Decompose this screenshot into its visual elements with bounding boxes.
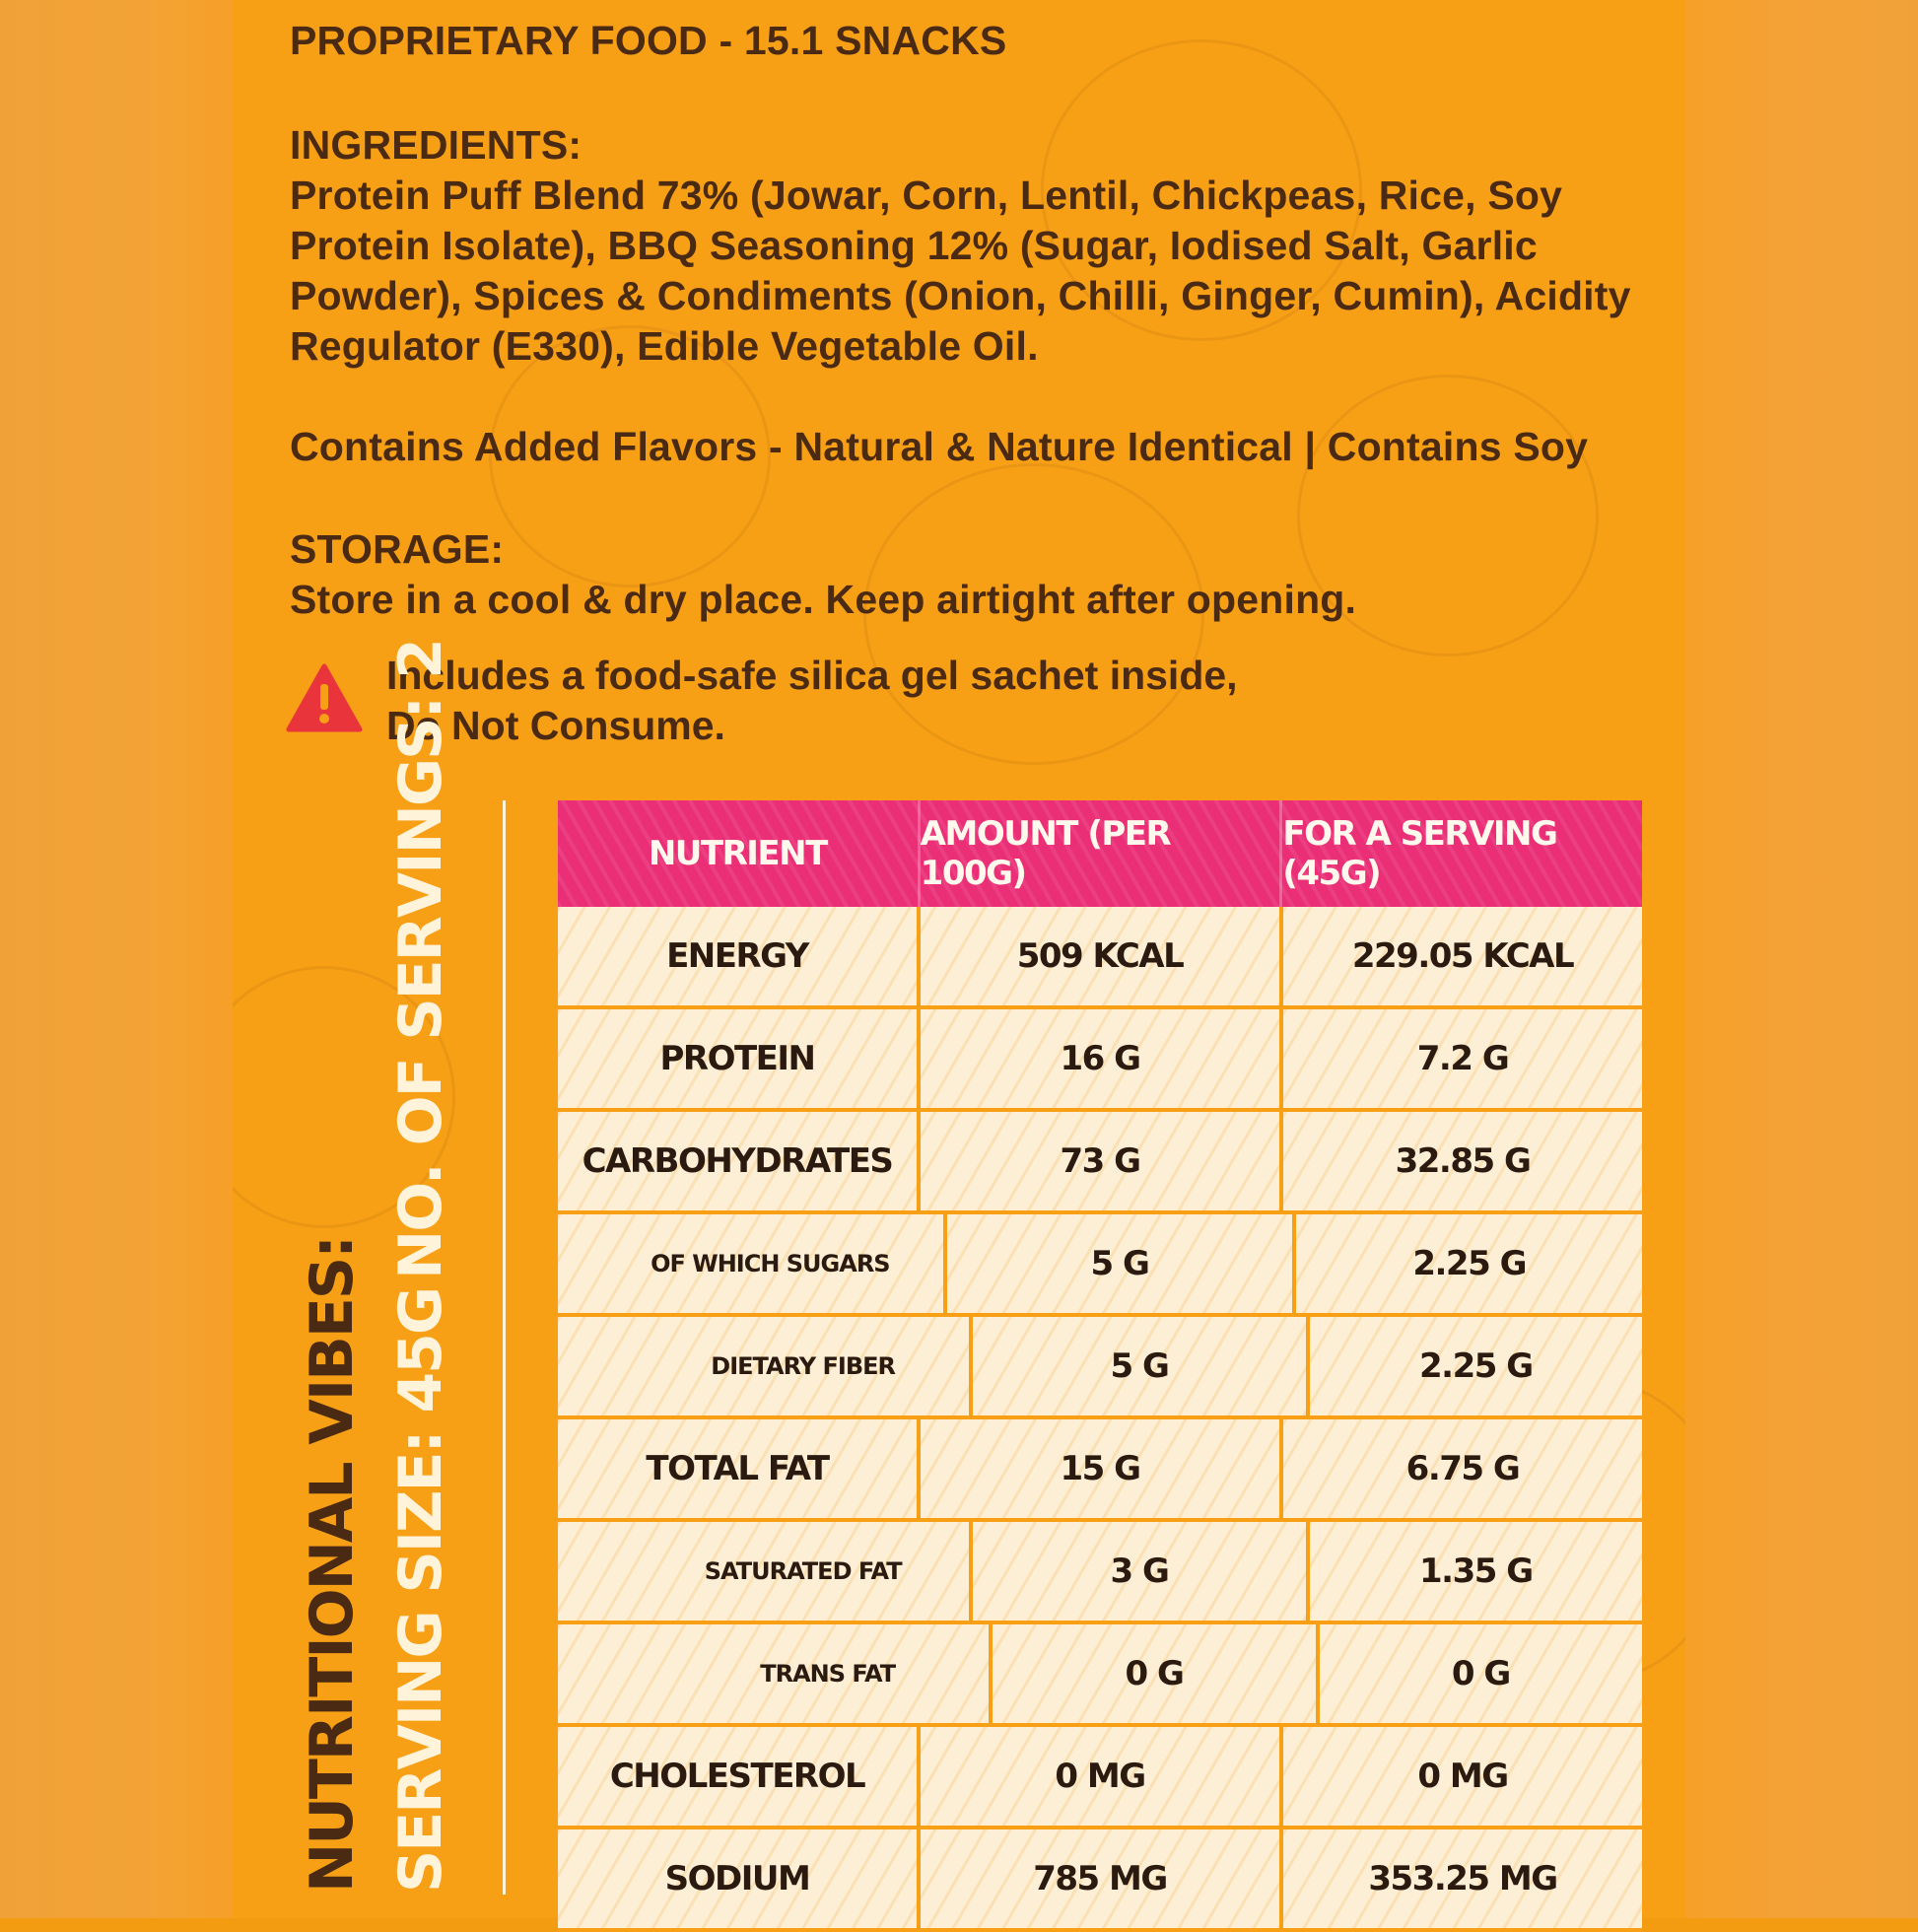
table-row [558, 1317, 1642, 1419]
nutrient-name: SATURATED FAT [558, 1522, 973, 1621]
amount-per100: 0 MG [921, 1727, 1283, 1826]
ingredients-section [290, 120, 1650, 372]
servings-count: NO. OF SERVINGS: 2 [386, 640, 455, 1279]
table-row [558, 907, 1642, 1009]
table-row [558, 1214, 1642, 1317]
table-row [558, 1727, 1642, 1829]
amount-per100: 3 G [973, 1522, 1309, 1621]
contains-text: Contains Added Flavors - Natural & Nature Identical | Contains Soy [290, 424, 1589, 469]
nutrition-title: NUTRITIONAL VIBES: [298, 1236, 367, 1893]
divider-line [503, 800, 506, 1895]
nutrient-name: PROTEIN [558, 1009, 921, 1108]
table-row [558, 1522, 1642, 1624]
category-heading [290, 16, 1006, 66]
amount-serving: 1.35 G [1419, 1552, 1533, 1591]
nutrient-name: DIETARY FIBER [558, 1317, 973, 1415]
table-header [558, 800, 1642, 907]
amount-per100: 5 G [947, 1214, 1297, 1313]
amount-serving: 7.2 G [1416, 1039, 1509, 1078]
nutrient-name: OF WHICH SUGARS [558, 1214, 947, 1313]
amount-serving: 2.25 G [1419, 1346, 1533, 1386]
contains-line [290, 422, 1670, 472]
header-per100: AMOUNT (PER 100G) [921, 800, 1283, 907]
amount-per100: 509 KCAL [921, 907, 1283, 1005]
warning-triangle-icon [286, 662, 363, 733]
table-row [558, 1112, 1642, 1214]
background-left [0, 0, 233, 1918]
nutrient-name: SODIUM [558, 1829, 921, 1928]
warning-message [386, 651, 1238, 751]
nutrient-name: CHOLESTEROL [558, 1727, 921, 1826]
amount-serving: 0 G [1451, 1654, 1510, 1693]
nutrient-name: TRANS FAT [558, 1624, 993, 1723]
storage-text: Store in a cool & dry place. Keep airtight after opening. [290, 577, 1357, 622]
amount-per100: 0 G [993, 1624, 1319, 1723]
nutrient-name: CARBOHYDRATES [558, 1112, 921, 1210]
amount-serving: 353.25 MG [1368, 1859, 1557, 1898]
amount-serving: 0 MG [1417, 1757, 1508, 1796]
serving-size: SERVING SIZE: 45G [386, 1287, 455, 1893]
table-row [558, 1419, 1642, 1522]
table-row [558, 1829, 1642, 1932]
warning-line-1: Includes a food-safe silica gel sachet inside, [386, 653, 1238, 698]
amount-per100: 5 G [973, 1317, 1309, 1415]
background-right [1685, 0, 1918, 1918]
header-nutrient: NUTRIENT [558, 800, 921, 907]
header-serving: FOR A SERVING (45G) [1282, 814, 1557, 893]
nutrient-name: ENERGY [558, 907, 921, 1005]
amount-serving: 6.75 G [1405, 1449, 1520, 1488]
amount-serving: 2.25 G [1412, 1244, 1526, 1283]
category-text: PROPRIETARY FOOD - 15.1 SNACKS [290, 18, 1007, 63]
amount-serving: 229.05 KCAL [1351, 936, 1574, 976]
amount-per100: 73 G [921, 1112, 1283, 1210]
amount-serving: 32.85 G [1395, 1141, 1531, 1181]
amount-per100: 785 MG [921, 1829, 1283, 1928]
nutrition-table [558, 800, 1642, 1932]
table-row [558, 1624, 1642, 1727]
amount-per100: 16 G [921, 1009, 1283, 1108]
ingredients-heading: INGREDIENTS: [290, 122, 582, 168]
table-row [558, 1009, 1642, 1112]
storage-section [290, 524, 1650, 625]
warning-line-2: Do Not Consume. [386, 703, 725, 748]
amount-per100: 15 G [921, 1419, 1283, 1518]
nutrient-name: TOTAL FAT [558, 1419, 921, 1518]
storage-heading: STORAGE: [290, 526, 505, 572]
ingredients-text: Protein Puff Blend 73% (Jowar, Corn, Lentil, Chickpeas, Rice, Soy Protein Isolate), BBQ Seasoning 12% (Sugar, Iodised Salt, Garlic Powder), Spices & Condiments (Onion, Chilli, Ginger, Cumin), Acidity Regulator (E330), Edible Vegetable Oil. [290, 172, 1631, 369]
